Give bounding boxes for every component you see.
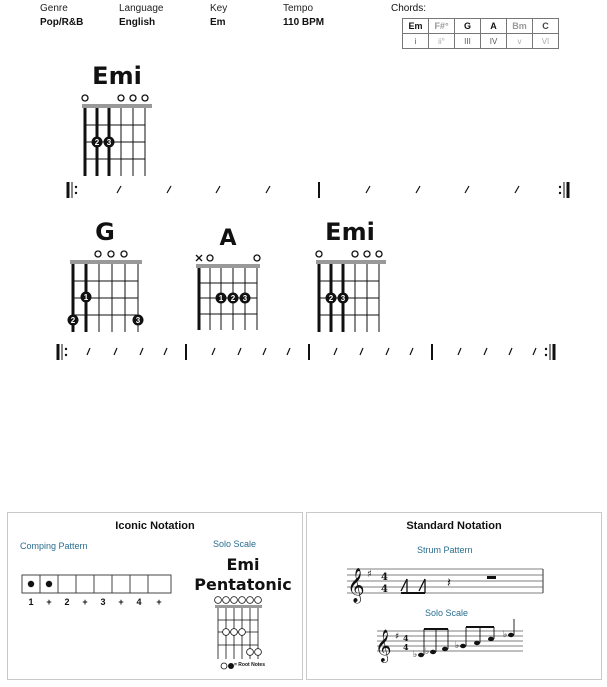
chords-label: Chords: [391,3,427,14]
iconic-notation-title: Iconic Notation [115,520,195,532]
beat-label: 4 [136,597,142,607]
chord-name-g: G [95,218,115,246]
svg-text:4: 4 [381,584,388,595]
svg-text:1: 1 [83,293,89,302]
root-note-icon [220,661,234,671]
chord-cell[interactable]: C [533,19,559,34]
beat-numbers [21,597,181,611]
language-label: Language [119,3,164,14]
svg-text:3: 3 [106,138,112,147]
svg-text:3: 3 [242,294,248,303]
meta-key [210,3,227,28]
svg-text:♭: ♭ [425,647,430,657]
language-value: English [119,17,156,28]
iconic-notation-panel [7,512,303,680]
comping-pattern-label: Comping Pattern [20,541,88,551]
standard-notation-panel [306,512,602,680]
beat-label: 2 [64,597,70,607]
meta-tempo [283,3,324,28]
svg-text:1: 1 [218,294,224,303]
beat-label: + [156,597,162,607]
beat-label: + [118,597,124,607]
chord-cell[interactable]: F#° [429,19,455,34]
svg-text:2: 2 [70,316,76,325]
scale-diagram [212,595,270,661]
solo-scale-standard-label: Solo Scale [425,608,469,618]
svg-text:♭: ♭ [413,650,418,660]
beat-label: + [46,597,52,607]
svg-text:2: 2 [328,294,334,303]
beat-label: 3 [100,597,106,607]
genre-value: Pop/R&B [40,17,84,28]
half-rest-icon [487,576,496,579]
solo-scale-label: Solo Scale [213,539,257,549]
strum-pattern-label: Strum Pattern [417,545,473,555]
scale-name-line-2: Pentatonic [194,575,292,594]
svg-text:3: 3 [135,316,141,325]
svg-text:♭: ♭ [455,641,460,651]
sharp-icon: ♯ [367,569,372,580]
chord-numerals-row [403,34,559,49]
chord-diagram-emi-2 [312,248,390,334]
chord-name-a: A [219,226,237,251]
standard-notation-title: Standard Notation [406,520,502,532]
chord-diagram-a [193,252,263,332]
beat-label: 1 [28,597,34,607]
svg-text:4: 4 [381,572,388,583]
genre-label: Genre [40,3,68,14]
svg-text:3: 3 [340,294,346,303]
rhythm-bar-2 [52,340,564,364]
numeral-cell: VI [533,34,559,49]
chord-diagram-g [66,248,146,334]
chord-cell[interactable]: Em [403,19,429,34]
tempo-label: Tempo [283,3,314,14]
chord-cell[interactable]: G [455,19,481,34]
svg-text:♭: ♭ [503,630,508,640]
chord-cell[interactable]: Bm [507,19,533,34]
chords-table [402,18,559,49]
treble-clef-icon: 𝄞 [375,629,392,662]
numeral-cell: III [455,34,481,49]
numeral-cell: i [403,34,429,49]
numeral-cell: ii° [429,34,455,49]
beat-label: + [82,597,88,607]
meta-genre [40,3,83,28]
comping-pattern-grid [21,573,173,595]
numeral-cell: IV [481,34,507,49]
sharp-icon: ♯ [395,632,400,642]
svg-text:4: 4 [403,642,409,652]
chord-name-emi: Emi [92,62,142,90]
chord-names-row [403,19,559,34]
chord-diagram-emi [78,92,156,178]
chord-name-emi-2: Emi [325,218,375,246]
solo-scale-staff [373,619,533,667]
rhythm-bar-1 [60,178,580,202]
key-label: Key [210,3,228,14]
root-notes-legend: = Root Notes [234,662,265,668]
key-value: Em [210,17,226,28]
meta-language [119,3,164,28]
svg-text:4: 4 [403,633,409,643]
strum-staff [343,561,547,605]
svg-text:2: 2 [230,294,236,303]
svg-text:2: 2 [94,138,100,147]
tempo-value: 110 BPM [283,17,325,28]
treble-clef-icon: 𝄞 [347,568,365,603]
numeral-cell: v [507,34,533,49]
chord-cell[interactable]: A [481,19,507,34]
quarter-rest-icon: 𝄽 [447,576,451,591]
scale-name-line-1: Emi [226,555,260,574]
